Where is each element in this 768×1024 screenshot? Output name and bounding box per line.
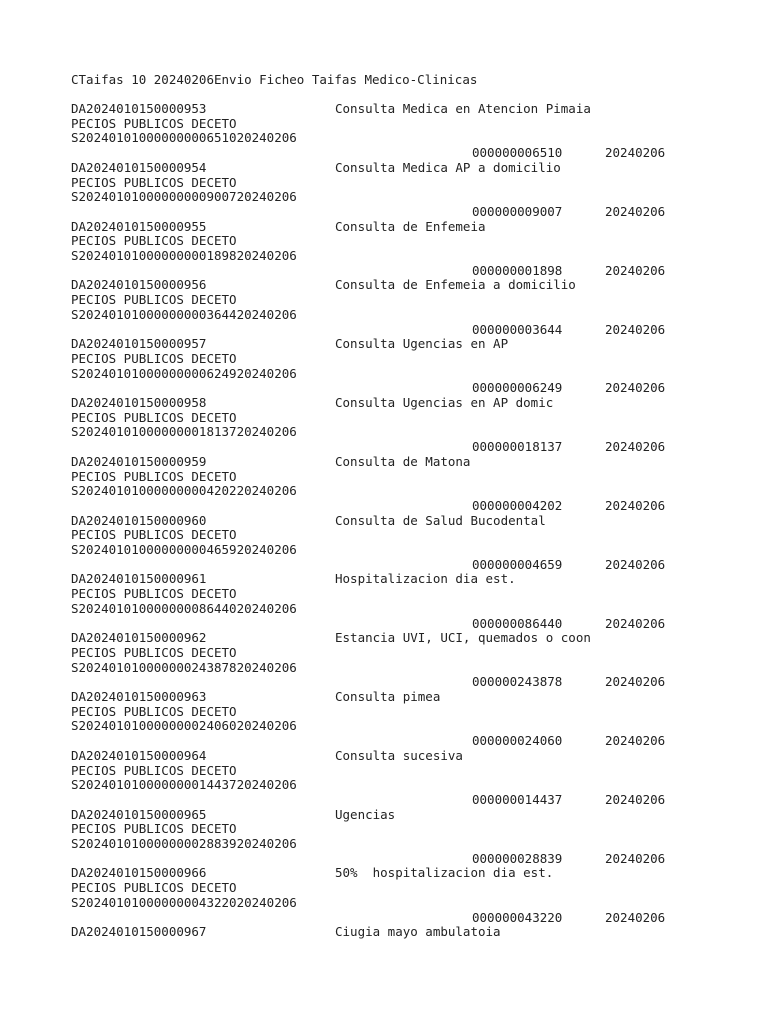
record-code: S20240101000000000651020240206 [71, 130, 297, 146]
record-category: PECIOS PUBLICOS DECETO [71, 821, 237, 837]
record-id: DA2024010150000960 [71, 512, 207, 528]
record-date: 20240206 [605, 615, 666, 631]
record-description: Consulta de Enfemeia a domicilio [335, 277, 576, 293]
record-category: PECIOS PUBLICOS DECETO [71, 468, 237, 484]
record-code: S20240101000000000624920240206 [71, 365, 297, 381]
record-code: S20240101000000000420220240206 [71, 483, 297, 499]
record-date: 20240206 [605, 733, 666, 749]
record-amount: 000000004659 [472, 556, 563, 572]
file-header: CTaifas 10 20240206Envio Ficheo Taifas Medico-Clinicas [71, 72, 478, 87]
record-date: 20240206 [605, 674, 666, 690]
record-id: DA2024010150000966 [71, 865, 207, 881]
record-id: DA2024010150000953 [71, 101, 207, 116]
record-date: 20240206 [605, 203, 666, 219]
record-category: PECIOS PUBLICOS DECETO [71, 350, 237, 366]
record-description: Hospitalizacion dia est. [335, 571, 516, 587]
record-code: S20240101000000000364420240206 [71, 306, 297, 322]
record-description: Consulta pimea [335, 689, 441, 704]
record-category: PECIOS PUBLICOS DECETO [71, 174, 237, 190]
record-id: DA2024010150000955 [71, 218, 207, 234]
record-category: PECIOS PUBLICOS DECETO [71, 762, 237, 778]
record-id: DA2024010150000956 [71, 277, 207, 293]
record-amount: 000000004202 [472, 497, 563, 513]
record-category: PECIOS PUBLICOS DECETO [71, 115, 237, 131]
record-category: PECIOS PUBLICOS DECETO [71, 880, 237, 896]
record-date: 20240206 [605, 497, 666, 513]
record-id: DA2024010150000961 [71, 571, 207, 587]
record-id: DA2024010150000957 [71, 336, 207, 352]
record-date: 20240206 [605, 439, 666, 455]
record-date: 20240206 [605, 791, 666, 807]
record-amount: 000000006249 [472, 380, 563, 396]
record-amount: 000000086440 [472, 615, 563, 631]
record-amount: 000000003644 [472, 321, 563, 337]
record-description: Estancia UVI, UCI, quemados o coon [335, 630, 591, 646]
record-id: DA2024010150000964 [71, 747, 207, 763]
record-amount: 000000043220 [472, 909, 563, 925]
record-category: PECIOS PUBLICOS DECETO [71, 233, 237, 249]
record-date: 20240206 [605, 321, 666, 337]
record-id: DA2024010150000962 [71, 630, 207, 646]
record-id: DA2024010150000954 [71, 159, 207, 175]
record-code: S20240101000000004322020240206 [71, 894, 297, 910]
record-id: DA2024010150000959 [71, 453, 207, 469]
record-description: Consulta Ugencias en AP domic [335, 395, 554, 410]
record-code: S20240101000000008644020240206 [71, 600, 297, 616]
record-description: Consulta Medica en Atencion Pimaia [335, 101, 591, 116]
record-amount: 000000024060 [472, 733, 563, 749]
record-id: DA2024010150000967 [71, 924, 207, 940]
record-amount: 000000243878 [472, 674, 563, 690]
record-date: 20240206 [605, 556, 666, 572]
record-date: 20240206 [605, 909, 666, 925]
record-amount: 000000014437 [472, 791, 563, 807]
record-code: S20240101000000000900720240206 [71, 189, 297, 205]
record-category: PECIOS PUBLICOS DECETO [71, 644, 237, 660]
record-description: Ugencias [335, 806, 396, 822]
record-id: DA2024010150000965 [71, 806, 207, 822]
record-description: Consulta sucesiva [335, 747, 463, 763]
record-category: PECIOS PUBLICOS DECETO [71, 527, 237, 543]
record-description: Consulta de Enfemeia [335, 218, 486, 234]
record-description: Consulta de Salud Bucodental [335, 512, 546, 528]
record-description: Consulta de Matona [335, 453, 471, 469]
record-description: Consulta Ugencias en AP [335, 336, 509, 352]
record-code: S20240101000000002883920240206 [71, 836, 297, 851]
record-category: PECIOS PUBLICOS DECETO [71, 703, 237, 719]
record-description: Consulta Medica AP a domicilio [335, 159, 561, 175]
record-id: DA2024010150000958 [71, 395, 207, 410]
record-category: PECIOS PUBLICOS DECETO [71, 409, 237, 425]
record-amount: 000000009007 [472, 203, 563, 219]
record-amount: 000000006510 [472, 145, 563, 161]
record-amount: 000000001898 [472, 262, 563, 278]
record-id: DA2024010150000963 [71, 689, 207, 704]
record-amount: 000000018137 [472, 439, 563, 455]
record-category: PECIOS PUBLICOS DECETO [71, 292, 237, 308]
record-code: S20240101000000002406020240206 [71, 718, 297, 734]
record-code: S20240101000000024387820240206 [71, 659, 297, 675]
record-amount: 000000028839 [472, 850, 563, 866]
record-date: 20240206 [605, 145, 666, 161]
record-date: 20240206 [605, 262, 666, 278]
record-category: PECIOS PUBLICOS DECETO [71, 586, 237, 602]
record-date: 20240206 [605, 850, 666, 866]
record-code: S20240101000000000465920240206 [71, 542, 297, 557]
record-code: S20240101000000001443720240206 [71, 777, 297, 793]
record-code: S20240101000000000189820240206 [71, 248, 297, 263]
record-description: 50% hospitalizacion dia est. [335, 865, 554, 881]
record-date: 20240206 [605, 380, 666, 396]
record-code: S20240101000000001813720240206 [71, 424, 297, 440]
record-description: Ciugia mayo ambulatoia [335, 924, 501, 940]
